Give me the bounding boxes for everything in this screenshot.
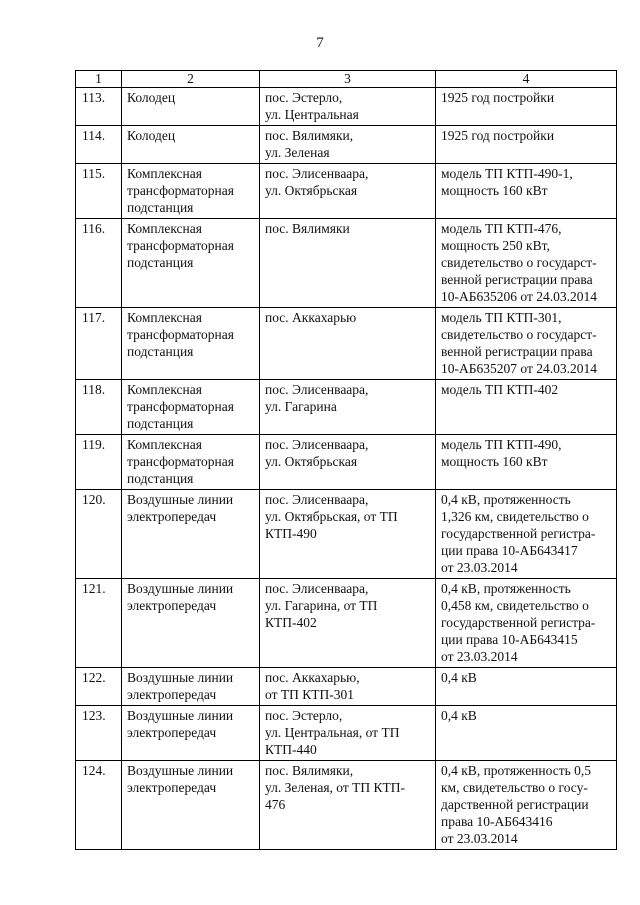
row-number: 115. [76, 164, 122, 219]
object-description-line: мощность 250 кВт, [441, 238, 550, 253]
object-description-line: 0,4 кВ, протяженность [441, 581, 571, 596]
row-number: 119. [76, 435, 122, 490]
object-location-line: КТП-490 [265, 526, 317, 541]
row-number: 118. [76, 380, 122, 435]
object-description [436, 126, 617, 164]
object-name [122, 219, 260, 308]
object-location-line: ул. Зеленая [265, 145, 330, 160]
object-description-line: ции права 10-АБ643415 [441, 632, 578, 647]
object-name-line: электропередач [127, 725, 217, 740]
object-name-line: Воздушные линии [127, 581, 234, 596]
object-description [436, 490, 617, 579]
object-description-line: модель ТП КТП-402 [441, 382, 559, 397]
object-description-line: мощность 160 кВт [441, 454, 548, 469]
object-name-line: Воздушные линии [127, 492, 234, 507]
object-name-line: трансформаторная [127, 183, 234, 198]
object-name-line: Колодец [127, 128, 176, 143]
object-name-line: подстанция [127, 200, 194, 215]
table-row [76, 88, 617, 126]
object-name-line: трансформаторная [127, 238, 234, 253]
row-number: 121. [76, 579, 122, 668]
object-description [436, 761, 617, 850]
table-row [76, 490, 617, 579]
object-description [436, 706, 617, 761]
object-location [260, 164, 436, 219]
object-name-line: подстанция [127, 471, 194, 486]
object-description-line: от 23.03.2014 [441, 649, 518, 664]
object-description-line: модель ТП КТП-476, [441, 221, 562, 236]
object-name-line: Воздушные линии [127, 763, 234, 778]
object-location-line: пос. Элисенваара, [265, 492, 369, 507]
object-description [436, 308, 617, 380]
row-number: 117. [76, 308, 122, 380]
object-name [122, 126, 260, 164]
table-row [76, 380, 617, 435]
property-table [75, 70, 617, 850]
header-row [76, 71, 617, 88]
header-col-2: 2 [122, 71, 260, 88]
object-location-line: ул. Зеленая, от ТП КТП- [265, 780, 406, 795]
object-location-line: пос. Аккахарью, [265, 670, 360, 685]
object-location [260, 435, 436, 490]
object-name-line: Колодец [127, 90, 176, 105]
object-location [260, 126, 436, 164]
object-location-line: ул. Октябрьская [265, 183, 358, 198]
object-name [122, 435, 260, 490]
object-location-line: ул. Октябрьская, от ТП [265, 509, 398, 524]
object-description-line: от 23.03.2014 [441, 831, 518, 846]
object-location-line: пос. Элисенваара, [265, 166, 369, 181]
table-row [76, 761, 617, 850]
object-location-line: пос. Элисенваара, [265, 437, 369, 452]
table-row [76, 435, 617, 490]
header-col-3: 3 [260, 71, 436, 88]
object-name [122, 579, 260, 668]
object-location [260, 308, 436, 380]
object-location-line: КТП-402 [265, 615, 317, 630]
object-name-line: электропередач [127, 780, 217, 795]
object-description-line: дарственной регистрации [441, 797, 589, 812]
object-description-line: государственной регистра- [441, 615, 596, 630]
object-description-line: государственной регистра- [441, 526, 596, 541]
object-name-line: Комплексная [127, 382, 202, 397]
object-description-line: 1925 год постройки [441, 128, 555, 143]
object-name [122, 164, 260, 219]
object-description-line: свидетельство о государст- [441, 255, 597, 270]
object-location-line: пос. Элисенваара, [265, 382, 369, 397]
object-description-line: 0,4 кВ [441, 708, 477, 723]
object-name [122, 88, 260, 126]
object-location-line: 476 [265, 797, 286, 812]
object-location-line: ул. Центральная [265, 107, 359, 122]
object-location-line: КТП-440 [265, 742, 317, 757]
object-description-line: 1,326 км, свидетельство о [441, 509, 589, 524]
object-location-line: пос. Вялимяки, [265, 763, 354, 778]
table-row [76, 219, 617, 308]
object-name-line: Комплексная [127, 437, 202, 452]
object-name [122, 668, 260, 706]
object-description-line: 10-АБ635206 от 24.03.2014 [441, 289, 597, 304]
table-row [76, 308, 617, 380]
object-name-line: Воздушные линии [127, 708, 234, 723]
object-description-line: модель ТП КТП-490, [441, 437, 562, 452]
object-location-line: ул. Гагарина [265, 399, 337, 414]
object-description [436, 88, 617, 126]
object-location-line: пос. Эстерло, [265, 708, 343, 723]
object-description [436, 380, 617, 435]
object-name-line: электропередач [127, 509, 217, 524]
table-row [76, 706, 617, 761]
object-location [260, 761, 436, 850]
object-location-line: пос. Вялимяки [265, 221, 350, 236]
object-location [260, 668, 436, 706]
object-description-line: венной регистрации права [441, 272, 593, 287]
object-description-line: ции права 10-АБ643417 [441, 543, 578, 558]
page-number: 7 [316, 35, 324, 51]
object-description-line: 0,4 кВ, протяженность 0,5 [441, 763, 592, 778]
row-number: 123. [76, 706, 122, 761]
object-location-line: пос. Вялимяки, [265, 128, 354, 143]
object-description-line: венной регистрации права [441, 344, 593, 359]
row-number: 120. [76, 490, 122, 579]
object-location [260, 88, 436, 126]
object-name-line: трансформаторная [127, 399, 234, 414]
object-name-line: Комплексная [127, 310, 202, 325]
object-description-line: 1925 год постройки [441, 90, 555, 105]
object-name [122, 308, 260, 380]
object-description-line: модель ТП КТП-301, [441, 310, 562, 325]
row-number: 116. [76, 219, 122, 308]
object-description [436, 219, 617, 308]
object-description-line: 0,4 кВ, протяженность [441, 492, 571, 507]
table-row [76, 126, 617, 164]
object-name-line: Комплексная [127, 166, 202, 181]
object-description-line: от 23.03.2014 [441, 560, 518, 575]
object-location-line: пос. Элисенваара, [265, 581, 369, 596]
object-description-line: 0,458 км, свидетельство о [441, 598, 589, 613]
object-location [260, 579, 436, 668]
object-location-line: ул. Гагарина, от ТП [265, 598, 378, 613]
object-location-line: пос. Эстерло, [265, 90, 343, 105]
object-description-line: права 10-АБ643416 [441, 814, 553, 829]
object-location [260, 706, 436, 761]
object-description [436, 579, 617, 668]
row-number: 114. [76, 126, 122, 164]
object-name-line: электропередач [127, 687, 217, 702]
table-row [76, 579, 617, 668]
object-description-line: мощность 160 кВт [441, 183, 548, 198]
header-col-4: 4 [436, 71, 617, 88]
row-number: 124. [76, 761, 122, 850]
object-name-line: подстанция [127, 416, 194, 431]
row-number: 113. [76, 88, 122, 126]
object-location [260, 380, 436, 435]
object-name-line: Воздушные линии [127, 670, 234, 685]
object-description-line: 0,4 кВ [441, 670, 477, 685]
object-name-line: подстанция [127, 255, 194, 270]
object-name-line: подстанция [127, 344, 194, 359]
row-number: 122. [76, 668, 122, 706]
object-name-line: трансформаторная [127, 327, 234, 342]
object-description [436, 668, 617, 706]
table-body [76, 88, 617, 850]
object-name-line: трансформаторная [127, 454, 234, 469]
table-row [76, 164, 617, 219]
object-location-line: от ТП КТП-301 [265, 687, 354, 702]
object-description-line: модель ТП КТП-490-1, [441, 166, 573, 181]
object-description [436, 164, 617, 219]
object-description-line: свидетельство о государст- [441, 327, 597, 342]
object-name [122, 490, 260, 579]
object-description-line: км, свидетельство о госу- [441, 780, 588, 795]
object-location-line: пос. Аккахарью [265, 310, 357, 325]
object-name-line: Комплексная [127, 221, 202, 236]
object-name-line: электропередач [127, 598, 217, 613]
object-description [436, 435, 617, 490]
object-name [122, 380, 260, 435]
header-col-1: 1 [76, 71, 122, 88]
object-name [122, 761, 260, 850]
object-location [260, 219, 436, 308]
object-description-line: 10-АБ635207 от 24.03.2014 [441, 361, 597, 376]
object-location-line: ул. Октябрьская [265, 454, 358, 469]
object-location-line: ул. Центральная, от ТП [265, 725, 400, 740]
table-row [76, 668, 617, 706]
object-name [122, 706, 260, 761]
object-location [260, 490, 436, 579]
